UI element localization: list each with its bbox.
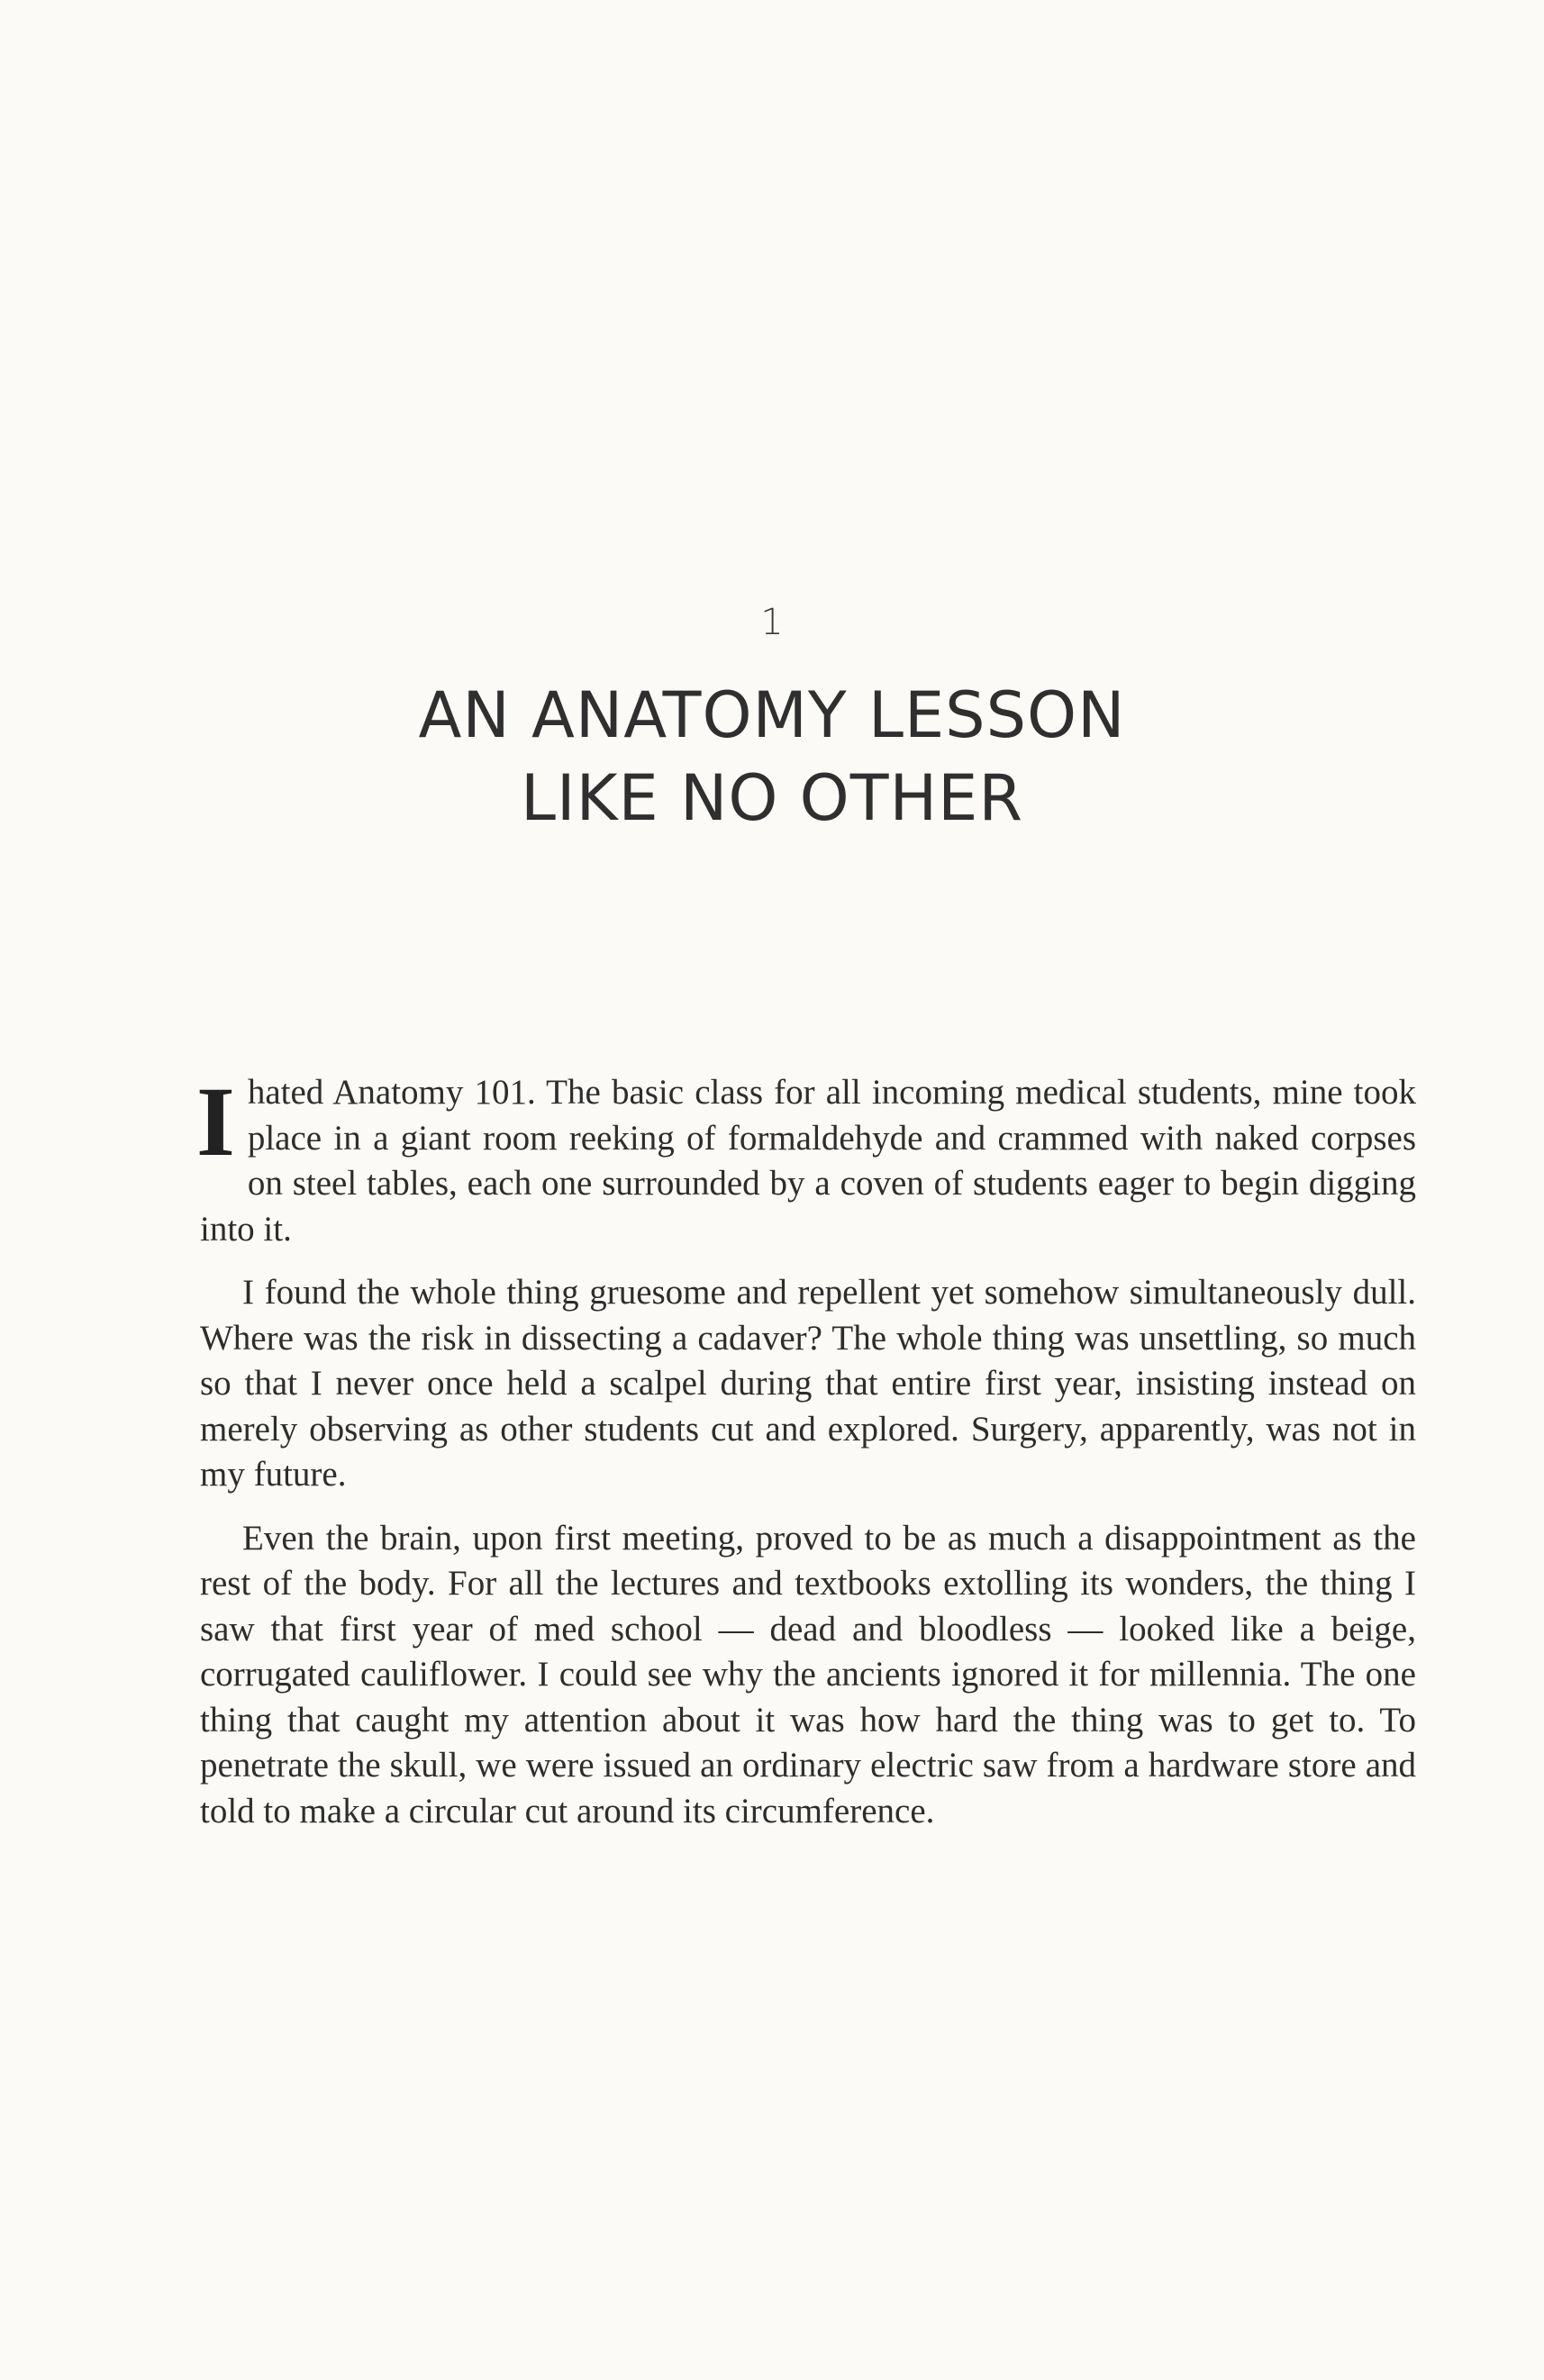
paragraph-3: Even the brain, upon first meeting, proved to be as much a disappointment as the rest of the body. For all the lectures and textbooks extolling its wonders, the thing I saw that first year of med school — dead and bloodless — looked like a beige, corrugated cauliflower. I could see why the ancients ignored it for millennia. The one thing that caught my attention about it was how hard the thing was to get to. To penetrate the skull, we were issued an ordinary electric saw from a hardware store and told to make a circular cut around its circumference. — [200, 1518, 1416, 1830]
paragraph-1-text: hated Anatomy 101. The basic class for all incoming medical students, mine took place in a giant room reeking of formaldehyde and crammed with naked corpses on steel tables, each one surrounded by a coven of students eager to begin digging into it. — [200, 1073, 1416, 1249]
drop-cap: I — [196, 1067, 235, 1176]
paragraph-1 — [196, 1067, 1416, 1252]
body-text — [196, 1067, 1416, 1834]
chapter-title-line-2: LIKE NO OTHER — [520, 761, 1024, 835]
chapter-number: 1 — [760, 602, 784, 643]
chapter-title-line-1: AN ANATOMY LESSON — [418, 678, 1126, 752]
paragraph-2: I found the whole thing gruesome and repellent yet somehow simultaneously dull. Where was the risk in dissecting a cadaver? The whole thing was unsettling, so much so that I never once held a scalpel during that entire first year, insisting instead on merely observing as other students cut and explored. Surgery, apparently, was not in my future. — [200, 1273, 1416, 1494]
chapter-title — [0, 674, 1544, 840]
